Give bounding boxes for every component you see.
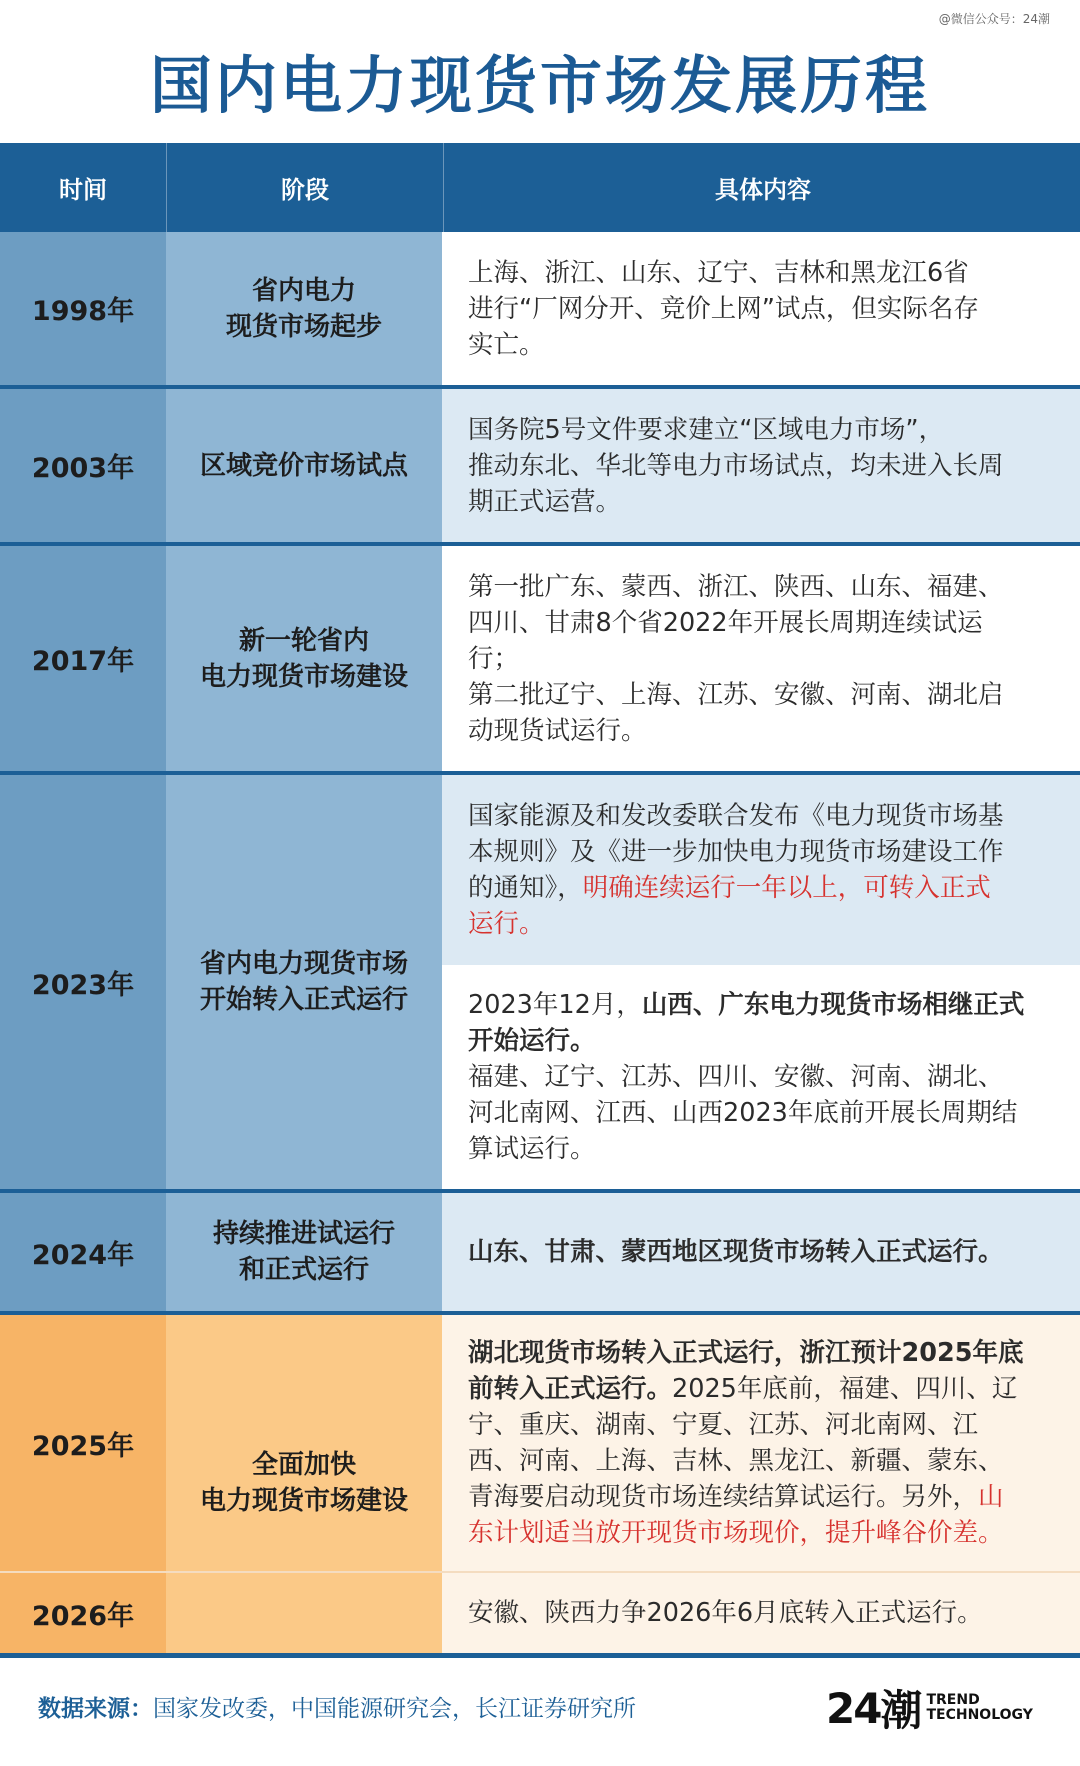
table-header (0, 143, 1080, 232)
stage-cell (166, 1193, 442, 1311)
content-line: 实亡。 (468, 329, 545, 360)
stage-line: 和正式运行 (238, 1255, 369, 1285)
highlight-text: 山 (978, 1482, 1004, 1512)
content-cell (442, 1193, 1080, 1311)
content-cell (442, 1315, 1080, 1571)
page-title: 国内电力现货市场发展历程 (149, 49, 930, 122)
bold-text: 开始运行。 (468, 1026, 596, 1056)
content-cell (442, 232, 1080, 385)
content-line: 青海要启动现货市场连续结算试运行。另外，山 (468, 1482, 1004, 1512)
table-row (0, 232, 1080, 389)
stage-line: 开始转入正式运行 (199, 985, 408, 1015)
brand-logo (826, 1678, 1033, 1738)
stage-cell (166, 546, 442, 771)
year-cell: 2023年 (0, 775, 166, 1189)
content-line: 推动东北、华北等电力市场试点，均未进入长周 (468, 450, 1004, 481)
table-row (0, 546, 1080, 775)
watermark: @微信公众号：24潮 (938, 12, 1050, 26)
table-row (0, 389, 1080, 546)
content-line: 第二批辽宁、上海、江苏、安徽、河南、湖北启 (468, 679, 1004, 710)
content-line: 河北南网、江西、山西2023年底前开展长周期结 (468, 1098, 1018, 1128)
table-row (0, 1315, 1080, 1571)
bold-text: 湖北现货市场转入正式运行，浙江预计2025年底 (468, 1338, 1024, 1368)
year-cell: 2024年 (0, 1193, 166, 1311)
content-line: 山东、甘肃、蒙西地区现货市场转入正式运行。 (468, 1237, 1004, 1267)
year-cell: 1998年 (0, 232, 166, 385)
stage-cell (166, 775, 442, 1189)
stage-cell (166, 232, 442, 385)
stage-line: 现货市场起步 (225, 311, 382, 342)
header-time: 时间 (0, 143, 167, 232)
timeline-table (0, 143, 1080, 1658)
content-cell (442, 1573, 1080, 1653)
content-line: 期正式运营。 (468, 486, 622, 517)
content-line: 的通知》，明确连续运行一年以上，可转入正式 (468, 873, 991, 903)
content-block (442, 965, 1080, 1189)
content-line: 福建、辽宁、江苏、四川、安徽、河南、湖北、 (468, 1062, 1004, 1092)
content-line: 宁、重庆、湖南、宁夏、江苏、河北南网、江 (468, 1410, 979, 1440)
content-line: 安徽、陕西力争2026年6月底转入正式运行。 (468, 1598, 983, 1628)
content-line: 国家能源及和发改委联合发布《电力现货市场基 (468, 801, 1004, 831)
stage-cell (166, 1573, 442, 1653)
content-line: 进行“厂网分开、竞价上网”试点，但实际名存 (468, 293, 979, 324)
header-content: 具体内容 (715, 176, 811, 204)
content-line: 前转入正式运行。2025年底前，福建、四川、辽 (468, 1374, 1018, 1404)
source-note (38, 1690, 636, 1723)
highlight-text: 运行。 (468, 909, 545, 939)
year-cell: 2025年 (0, 1315, 166, 1571)
stage-line: 省内电力 (251, 275, 356, 306)
table-row (0, 775, 1080, 1193)
source-label: 数据来源： (38, 1696, 153, 1722)
bold-text: 前转入正式运行。 (468, 1374, 673, 1404)
bold-text: 山西、广东电力现货市场相继正式 (641, 990, 1025, 1020)
logo-text: TREND TECHNOLOGY (926, 1692, 1033, 1723)
content-cell (442, 389, 1080, 542)
header-stage: 阶段 (167, 143, 444, 232)
stage-line: 区域竞价市场试点 (199, 450, 408, 481)
highlight-text: 东计划适当放开现货市场现价，提升峰谷价差。 (468, 1518, 1004, 1548)
stage-line: 新一轮省内 (238, 625, 369, 656)
stage-cell (166, 389, 442, 542)
stage-line: 电力现货市场建设 (199, 661, 408, 692)
stage-cell (166, 1315, 442, 1571)
table-row (0, 1571, 1080, 1653)
content-cell (442, 775, 1080, 1189)
logo-symbol: 潮 (880, 1686, 921, 1735)
content-line: 算试运行。 (468, 1134, 596, 1164)
content-line: 西、河南、上海、吉林、黑龙江、新疆、蒙东、 (468, 1446, 1004, 1476)
year-cell: 2003年 (0, 389, 166, 542)
highlight-text: 明确连续运行一年以上，可转入正式 (582, 873, 991, 903)
table-row (0, 1193, 1080, 1315)
content-cell (442, 546, 1080, 771)
table-bottom-rule (0, 1653, 1080, 1658)
content-line: 2023年12月，山西、广东电力现货市场相继正式 (468, 990, 1025, 1020)
content-line: 动现货试运行。 (468, 715, 647, 746)
year-cell: 2026年 (0, 1573, 166, 1653)
content-line: 国务院5号文件要求建立“区域电力市场”， (468, 414, 945, 445)
stage-line: 电力现货市场建设 (199, 1486, 408, 1516)
stage-line: 省内电力现货市场 (199, 949, 408, 979)
content-line: 行； (468, 643, 520, 674)
content-line: 本规则》及《进一步加快电力现货市场建设工作 (468, 837, 1004, 867)
source-text: 国家发改委，中国能源研究会，长江证券研究所 (153, 1696, 636, 1722)
logo-number: 24 (826, 1683, 881, 1733)
year-cell: 2017年 (0, 546, 166, 771)
content-block (442, 775, 1080, 965)
content-line: 第一批广东、蒙西、浙江、陕西、山东、福建、 (468, 571, 1004, 602)
stage-line: 全面加快 (251, 1450, 356, 1480)
stage-line: 持续推进试运行 (212, 1219, 395, 1249)
content-line: 上海、浙江、山东、辽宁、吉林和黑龙江6省 (468, 257, 969, 288)
content-line: 四川、甘肃8个省2022年开展长周期连续试运 (468, 607, 983, 638)
